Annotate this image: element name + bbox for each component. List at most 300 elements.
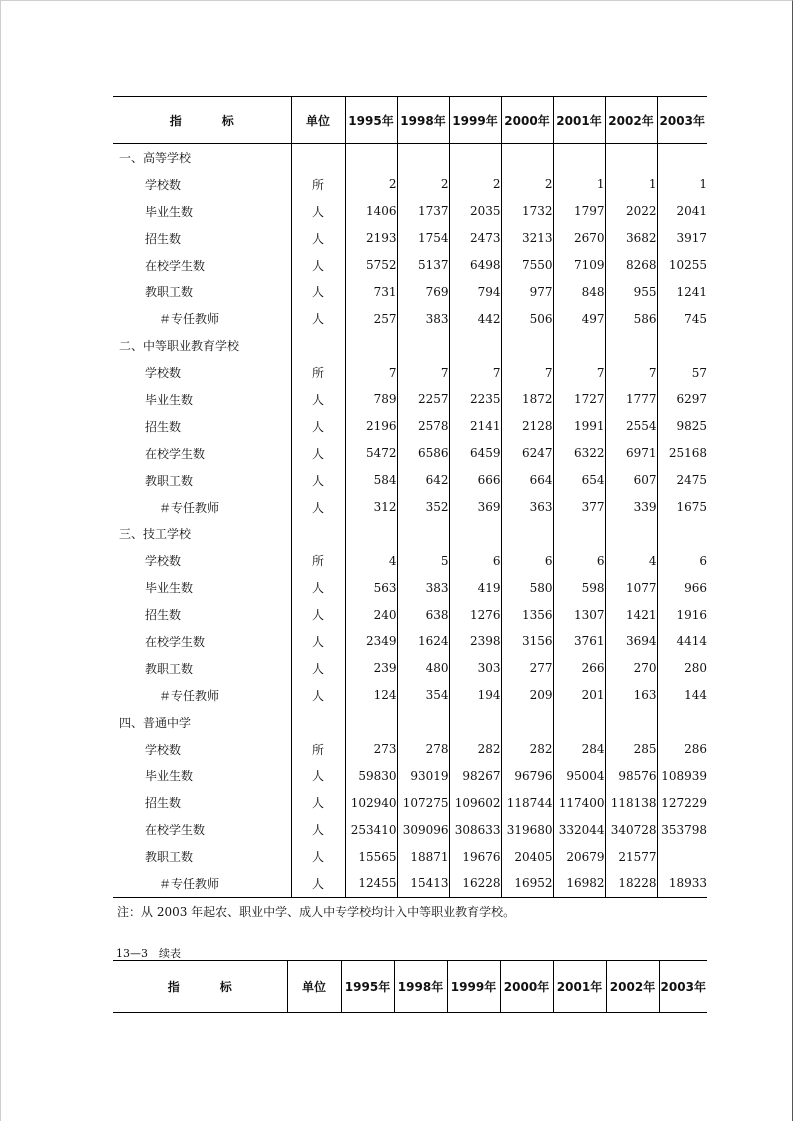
value-cell: 7: [397, 359, 449, 386]
value-cell: 955: [605, 278, 657, 305]
continuation-header-row: [113, 961, 707, 1013]
value-cell: 6297: [657, 386, 707, 413]
value-cell: [449, 520, 501, 547]
indicator-label: 招生数: [145, 419, 182, 434]
indicator-label: 毕业生数: [145, 204, 194, 219]
unit-cell: 所: [291, 171, 345, 198]
value-cell: 277: [501, 655, 553, 682]
value-cell: 124: [345, 682, 397, 709]
table-row: [113, 198, 707, 225]
header-year: 2001年: [553, 97, 605, 144]
indicator-label: 招生数: [145, 231, 182, 246]
value-cell: 2141: [449, 413, 501, 440]
indicator-label: 毕业生数: [145, 392, 194, 407]
value-cell: 6322: [553, 440, 605, 467]
value-cell: [345, 144, 397, 171]
unit-cell: 人: [291, 843, 345, 870]
value-cell: 332044: [553, 816, 605, 843]
value-cell: [449, 332, 501, 359]
unit-cell: [291, 709, 345, 736]
value-cell: 3156: [501, 628, 553, 655]
value-cell: 209: [501, 682, 553, 709]
header-indicator: 指 标: [113, 97, 291, 144]
table-row: [113, 413, 707, 440]
value-cell: 6586: [397, 440, 449, 467]
table-body: [113, 144, 707, 898]
value-cell: 480: [397, 655, 449, 682]
header-year: 1999年: [449, 97, 501, 144]
value-cell: 21577: [605, 843, 657, 870]
value-cell: 642: [397, 467, 449, 494]
value-cell: 98576: [605, 762, 657, 789]
value-cell: 769: [397, 278, 449, 305]
table-row: [113, 305, 707, 332]
value-cell: 1737: [397, 198, 449, 225]
table-row: [113, 171, 707, 198]
value-cell: 240: [345, 601, 397, 628]
value-cell: 7550: [501, 252, 553, 279]
value-cell: 59830: [345, 762, 397, 789]
value-cell: 102940: [345, 789, 397, 816]
value-cell: 2670: [553, 225, 605, 252]
table-row: [113, 520, 707, 547]
unit-cell: 人: [291, 305, 345, 332]
section-label: 三、技工学校: [119, 527, 192, 542]
value-cell: 4: [605, 547, 657, 574]
value-cell: 2398: [449, 628, 501, 655]
indicator-label: 招生数: [145, 796, 182, 811]
value-cell: 1797: [553, 198, 605, 225]
value-cell: 586: [605, 305, 657, 332]
value-cell: 1732: [501, 198, 553, 225]
value-cell: 383: [397, 305, 449, 332]
value-cell: 584: [345, 467, 397, 494]
section-label: 一、高等学校: [119, 150, 192, 165]
value-cell: [501, 332, 553, 359]
value-cell: 1: [553, 171, 605, 198]
value-cell: 18933: [657, 870, 707, 897]
value-cell: 2: [449, 171, 501, 198]
value-cell: [501, 144, 553, 171]
header-year: 1999年: [447, 961, 500, 1013]
value-cell: 1675: [657, 494, 707, 521]
value-cell: 5: [397, 547, 449, 574]
value-cell: 309096: [397, 816, 449, 843]
continuation-caption: 13—3 续表: [116, 947, 181, 960]
table-row: [113, 601, 707, 628]
value-cell: 3761: [553, 628, 605, 655]
value-cell: 2196: [345, 413, 397, 440]
value-cell: 339: [605, 494, 657, 521]
value-cell: 7: [605, 359, 657, 386]
value-cell: 3694: [605, 628, 657, 655]
value-cell: 5472: [345, 440, 397, 467]
value-cell: 2578: [397, 413, 449, 440]
table-row: [113, 789, 707, 816]
table-row: [113, 467, 707, 494]
value-cell: 2473: [449, 225, 501, 252]
value-cell: [553, 144, 605, 171]
value-cell: 107275: [397, 789, 449, 816]
value-cell: 664: [501, 467, 553, 494]
unit-cell: 所: [291, 547, 345, 574]
unit-cell: 人: [291, 574, 345, 601]
indicator-label: 在校学生数: [145, 258, 206, 273]
value-cell: [449, 144, 501, 171]
table-row: [113, 225, 707, 252]
value-cell: [501, 709, 553, 736]
value-cell: 4: [345, 547, 397, 574]
table-row: [113, 252, 707, 279]
value-cell: 1916: [657, 601, 707, 628]
value-cell: 96796: [501, 762, 553, 789]
value-cell: 6459: [449, 440, 501, 467]
value-cell: [501, 520, 553, 547]
value-cell: 95004: [553, 762, 605, 789]
header-year: 2002年: [606, 961, 659, 1013]
unit-cell: [291, 332, 345, 359]
value-cell: 1727: [553, 386, 605, 413]
value-cell: 6247: [501, 440, 553, 467]
value-cell: 1077: [605, 574, 657, 601]
indicator-label: 在校学生数: [145, 823, 206, 838]
value-cell: 312: [345, 494, 397, 521]
value-cell: 1241: [657, 278, 707, 305]
value-cell: 3213: [501, 225, 553, 252]
indicator-label: 教职工数: [145, 473, 194, 488]
header-unit: 单位: [287, 961, 341, 1013]
value-cell: 6498: [449, 252, 501, 279]
header-year: 2002年: [605, 97, 657, 144]
value-cell: 118744: [501, 789, 553, 816]
table-row: [113, 682, 707, 709]
value-cell: 419: [449, 574, 501, 601]
header-year: 1998年: [394, 961, 447, 1013]
value-cell: [397, 520, 449, 547]
value-cell: 383: [397, 574, 449, 601]
value-cell: 19676: [449, 843, 501, 870]
unit-cell: 人: [291, 467, 345, 494]
value-cell: 2041: [657, 198, 707, 225]
value-cell: [397, 332, 449, 359]
value-cell: 354: [397, 682, 449, 709]
value-cell: 273: [345, 736, 397, 763]
value-cell: 239: [345, 655, 397, 682]
value-cell: 9825: [657, 413, 707, 440]
value-cell: [449, 709, 501, 736]
value-cell: [657, 144, 707, 171]
table-row: [113, 709, 707, 736]
value-cell: 1991: [553, 413, 605, 440]
value-cell: 2349: [345, 628, 397, 655]
section-label: 四、普通中学: [119, 715, 192, 730]
indicator-label: 学校数: [145, 742, 182, 757]
value-cell: 194: [449, 682, 501, 709]
value-cell: [553, 520, 605, 547]
header-year: 2003年: [657, 97, 707, 144]
value-cell: 2: [501, 171, 553, 198]
value-cell: 4414: [657, 628, 707, 655]
value-cell: [657, 709, 707, 736]
indicator-label: 毕业生数: [145, 581, 194, 596]
header-indicator: 指 标: [113, 961, 287, 1013]
value-cell: 282: [501, 736, 553, 763]
value-cell: 353798: [657, 816, 707, 843]
value-cell: [605, 520, 657, 547]
unit-cell: 人: [291, 278, 345, 305]
value-cell: 282: [449, 736, 501, 763]
value-cell: 666: [449, 467, 501, 494]
value-cell: [553, 709, 605, 736]
table-row: [113, 736, 707, 763]
value-cell: 278: [397, 736, 449, 763]
section-label: 二、中等职业教育学校: [119, 339, 240, 354]
table-row: [113, 386, 707, 413]
value-cell: 1872: [501, 386, 553, 413]
indicator-label: 学校数: [145, 366, 182, 381]
header-year: 1995年: [345, 97, 397, 144]
value-cell: 286: [657, 736, 707, 763]
value-cell: 977: [501, 278, 553, 305]
indicator-label: 在校学生数: [145, 446, 206, 461]
value-cell: 2554: [605, 413, 657, 440]
value-cell: 108939: [657, 762, 707, 789]
value-cell: [397, 709, 449, 736]
value-cell: 340728: [605, 816, 657, 843]
table-row: [113, 547, 707, 574]
value-cell: 15565: [345, 843, 397, 870]
table-row: [113, 278, 707, 305]
value-cell: [397, 144, 449, 171]
value-cell: 745: [657, 305, 707, 332]
indicator-label: 学校数: [145, 554, 182, 569]
value-cell: 2128: [501, 413, 553, 440]
value-cell: 201: [553, 682, 605, 709]
value-cell: 598: [553, 574, 605, 601]
value-cell: 15413: [397, 870, 449, 897]
value-cell: 369: [449, 494, 501, 521]
unit-cell: 人: [291, 494, 345, 521]
value-cell: 789: [345, 386, 397, 413]
header-year: 2000年: [500, 961, 553, 1013]
unit-cell: [291, 520, 345, 547]
value-cell: 377: [553, 494, 605, 521]
indicator-label: 招生数: [145, 608, 182, 623]
value-cell: 16952: [501, 870, 553, 897]
value-cell: 6: [657, 547, 707, 574]
value-cell: 109602: [449, 789, 501, 816]
value-cell: 1356: [501, 601, 553, 628]
value-cell: 6: [553, 547, 605, 574]
value-cell: 563: [345, 574, 397, 601]
table-row: [113, 762, 707, 789]
value-cell: 497: [553, 305, 605, 332]
indicator-label: 学校数: [145, 177, 182, 192]
value-cell: 257: [345, 305, 397, 332]
value-cell: 3682: [605, 225, 657, 252]
value-cell: 117400: [553, 789, 605, 816]
value-cell: 794: [449, 278, 501, 305]
table-row: [113, 144, 707, 171]
value-cell: 7: [449, 359, 501, 386]
value-cell: [657, 520, 707, 547]
value-cell: 1307: [553, 601, 605, 628]
table-row: [113, 816, 707, 843]
unit-cell: 人: [291, 628, 345, 655]
indicator-label: ＃专任教师: [159, 500, 220, 515]
value-cell: 270: [605, 655, 657, 682]
value-cell: 607: [605, 467, 657, 494]
value-cell: 966: [657, 574, 707, 601]
indicator-label: 教职工数: [145, 661, 194, 676]
value-cell: 16982: [553, 870, 605, 897]
table-row: [113, 359, 707, 386]
value-cell: 2: [397, 171, 449, 198]
value-cell: 2257: [397, 386, 449, 413]
value-cell: 1777: [605, 386, 657, 413]
value-cell: 163: [605, 682, 657, 709]
value-cell: 93019: [397, 762, 449, 789]
unit-cell: 人: [291, 682, 345, 709]
value-cell: 127229: [657, 789, 707, 816]
table-note: 注：从 2003 年起农、职业中学、成人中专学校均计入中等职业教育学校。: [117, 905, 516, 919]
value-cell: 12455: [345, 870, 397, 897]
indicator-label: ＃专任教师: [159, 312, 220, 327]
unit-cell: 人: [291, 198, 345, 225]
value-cell: [657, 332, 707, 359]
value-cell: 442: [449, 305, 501, 332]
indicator-label: 毕业生数: [145, 769, 194, 784]
unit-cell: 人: [291, 413, 345, 440]
value-cell: 7: [553, 359, 605, 386]
value-cell: [605, 709, 657, 736]
value-cell: 1: [657, 171, 707, 198]
value-cell: 2475: [657, 467, 707, 494]
value-cell: 144: [657, 682, 707, 709]
value-cell: 1624: [397, 628, 449, 655]
header-year: 1995年: [341, 961, 394, 1013]
value-cell: 303: [449, 655, 501, 682]
unit-cell: 人: [291, 870, 345, 897]
unit-cell: 人: [291, 252, 345, 279]
unit-cell: 人: [291, 789, 345, 816]
value-cell: 2235: [449, 386, 501, 413]
table-row: [113, 574, 707, 601]
table-row: [113, 655, 707, 682]
unit-cell: 人: [291, 655, 345, 682]
value-cell: 506: [501, 305, 553, 332]
value-cell: 6: [449, 547, 501, 574]
unit-cell: 人: [291, 816, 345, 843]
value-cell: [345, 332, 397, 359]
table-row: [113, 494, 707, 521]
indicator-label: 教职工数: [145, 285, 194, 300]
unit-cell: 人: [291, 386, 345, 413]
unit-cell: 人: [291, 440, 345, 467]
value-cell: 1: [605, 171, 657, 198]
value-cell: 319680: [501, 816, 553, 843]
table-row: [113, 628, 707, 655]
value-cell: 2193: [345, 225, 397, 252]
value-cell: 6: [501, 547, 553, 574]
unit-cell: 人: [291, 762, 345, 789]
value-cell: 363: [501, 494, 553, 521]
value-cell: 638: [397, 601, 449, 628]
value-cell: 25168: [657, 440, 707, 467]
header-year: 2001年: [553, 961, 606, 1013]
value-cell: 8268: [605, 252, 657, 279]
value-cell: 98267: [449, 762, 501, 789]
value-cell: 2022: [605, 198, 657, 225]
value-cell: 2: [345, 171, 397, 198]
value-cell: [605, 332, 657, 359]
indicator-label: 教职工数: [145, 850, 194, 865]
value-cell: 7: [345, 359, 397, 386]
value-cell: 5752: [345, 252, 397, 279]
value-cell: 284: [553, 736, 605, 763]
value-cell: [553, 332, 605, 359]
value-cell: 1421: [605, 601, 657, 628]
value-cell: 280: [657, 655, 707, 682]
indicator-label: ＃专任教师: [159, 688, 220, 703]
value-cell: 253410: [345, 816, 397, 843]
value-cell: [605, 144, 657, 171]
header-year: 2000年: [501, 97, 553, 144]
unit-cell: 人: [291, 225, 345, 252]
value-cell: 285: [605, 736, 657, 763]
value-cell: 10255: [657, 252, 707, 279]
table-row: [113, 870, 707, 897]
value-cell: [657, 843, 707, 870]
value-cell: [345, 709, 397, 736]
table-row: [113, 843, 707, 870]
value-cell: 57: [657, 359, 707, 386]
value-cell: [345, 520, 397, 547]
indicator-label: ＃专任教师: [113, 870, 291, 897]
continuation-table: [113, 960, 707, 1013]
value-cell: 20679: [553, 843, 605, 870]
unit-cell: 所: [291, 359, 345, 386]
value-cell: 5137: [397, 252, 449, 279]
value-cell: 308633: [449, 816, 501, 843]
value-cell: 1276: [449, 601, 501, 628]
value-cell: 7: [501, 359, 553, 386]
header-year: 1998年: [397, 97, 449, 144]
value-cell: 352: [397, 494, 449, 521]
table-row: [113, 332, 707, 359]
value-cell: 3917: [657, 225, 707, 252]
value-cell: 118138: [605, 789, 657, 816]
indicator-label: 在校学生数: [145, 634, 206, 649]
value-cell: 654: [553, 467, 605, 494]
table-header-row: [113, 97, 707, 144]
value-cell: 731: [345, 278, 397, 305]
unit-cell: [291, 144, 345, 171]
value-cell: 580: [501, 574, 553, 601]
value-cell: 2035: [449, 198, 501, 225]
unit-cell: 人: [291, 601, 345, 628]
value-cell: 18228: [605, 870, 657, 897]
value-cell: 1754: [397, 225, 449, 252]
value-cell: 1406: [345, 198, 397, 225]
table-row: [113, 440, 707, 467]
value-cell: 6971: [605, 440, 657, 467]
value-cell: 16228: [449, 870, 501, 897]
value-cell: 7109: [553, 252, 605, 279]
value-cell: 848: [553, 278, 605, 305]
header-unit: 单位: [291, 97, 345, 144]
value-cell: 20405: [501, 843, 553, 870]
